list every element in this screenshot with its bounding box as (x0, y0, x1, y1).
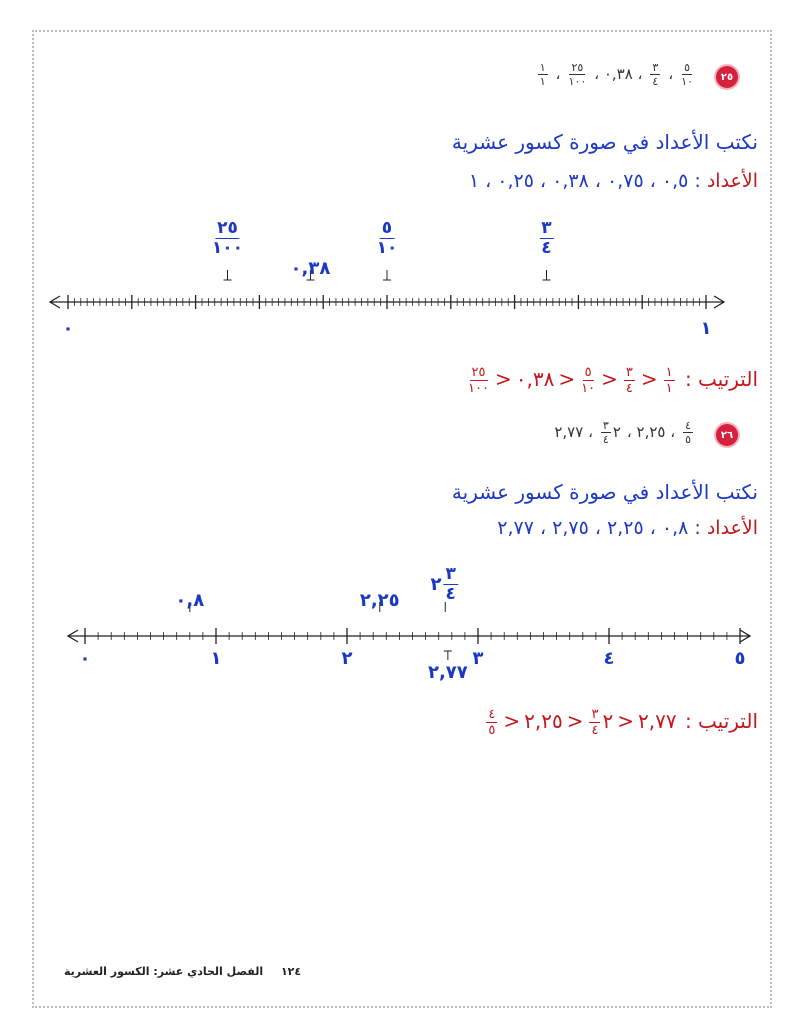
point-label: ٠,٣٨ (290, 258, 331, 279)
denominator: ٤ (591, 723, 599, 738)
sequence-text: < (494, 367, 512, 391)
problem-25-heading: نكتب الأعداد في صورة كسور عشرية (451, 130, 758, 154)
numerator: ٢٥ (217, 218, 238, 238)
axis-label: ٥ (734, 648, 746, 669)
denominator: ٤ (541, 238, 552, 258)
numerator: ٢٥ (471, 365, 486, 380)
numerator: ٣ (602, 419, 609, 432)
axis-label: ٢ (341, 648, 353, 669)
axis-label: ٤ (603, 648, 615, 669)
denominator: ٤ (625, 381, 633, 396)
page-footer (64, 965, 301, 978)
axis-label-max: ١ (700, 318, 712, 339)
order-sequence (482, 707, 678, 738)
sequence-text: ٢,٧٧ (637, 709, 677, 733)
fraction (486, 708, 497, 737)
denominator: ٤ (652, 75, 659, 88)
order-label: الترتيب : (684, 709, 758, 733)
sequence-text: ، (668, 65, 674, 83)
sequence-text: < (601, 367, 618, 391)
numerator: ٢٥ (571, 61, 584, 74)
denominator: ١٠٠ (211, 238, 244, 258)
denominator: ٤ (445, 584, 456, 604)
fraction (444, 566, 458, 603)
fraction (589, 708, 600, 737)
sequence-text: < (640, 367, 658, 391)
numbers-value: : ٠,٥ ، ٠,٧٥ ، ٠,٣٨ ، ٠,٢٥ ، ١ (468, 170, 701, 192)
sequence-text: < (566, 709, 584, 733)
denominator: ١٠٠ (568, 75, 587, 88)
problem-26-order (482, 708, 758, 737)
numerator: ٣ (591, 707, 599, 722)
numerator: ١ (665, 365, 673, 380)
sequence-text: ، ٠,٣٨ ، (594, 65, 643, 83)
sequence-text: ، ٢,٢٥ ، (626, 423, 676, 441)
point-label-below: ٢,٧٧ (427, 662, 468, 683)
denominator: ١ (539, 75, 546, 88)
numerator: ٥ (584, 365, 592, 380)
numerator: ١ (539, 61, 546, 74)
denominator: ١٠ (681, 75, 693, 88)
denominator: ١٠٠ (468, 381, 489, 396)
denominator: ١٠ (581, 381, 596, 396)
point-label: ٠,٨ (175, 590, 205, 611)
sequence-text: ، (555, 65, 561, 83)
footer-chapter: الفصل الحادي عشر: (153, 965, 264, 978)
footer-page-number: ١٢٤ (280, 965, 302, 978)
sequence-text: < (558, 367, 576, 391)
point-label: ٢,٢٥ (359, 590, 400, 611)
mixed-whole: ٢ (602, 709, 614, 733)
numerator: ٣ (652, 61, 659, 74)
numbers-label: الأعداد (706, 170, 758, 192)
problem-26-heading: نكتب الأعداد في صورة كسور عشرية (451, 480, 758, 504)
axis-label-min: ٠ (62, 318, 74, 339)
mixed-whole: ٢ (430, 573, 442, 595)
problem-25-badge: ٢٥ (716, 66, 738, 88)
denominator: ٥ (488, 723, 496, 738)
denominator: ١٠ (376, 238, 398, 258)
numerator: ٣ (541, 218, 552, 238)
sequence-text: < (617, 709, 634, 733)
sequence-text: ، ٢,٧٧ (554, 423, 593, 441)
numerator: ٤ (685, 419, 691, 432)
axis-label: ١ (210, 648, 222, 669)
numerator: ٤ (488, 707, 496, 722)
mixed-whole: ٢ (612, 423, 621, 441)
numbers-value: : ٠,٨ ، ٢,٢٥ ، ٢,٧٥ ، ٢,٧٧ (497, 517, 701, 539)
order-label: الترتيب : (684, 367, 758, 391)
problem-26-badge: ٢٦ (716, 424, 738, 446)
point-label (431, 566, 460, 603)
denominator: ٥ (685, 433, 691, 446)
numerator: ٥ (381, 218, 393, 238)
sequence-text: ٢,٢٥ (524, 709, 563, 733)
numerator: ٣ (445, 564, 456, 584)
numerator: ٥ (684, 61, 691, 74)
numerator: ٣ (625, 365, 633, 380)
sequence-text: < (503, 709, 521, 733)
axis-label: ٣ (472, 648, 484, 669)
denominator: ١ (665, 381, 673, 396)
footer-topic: الكسور العشرية (64, 965, 150, 978)
sequence-text: ٠,٣٨ (515, 367, 555, 391)
axis-label: ٠ (79, 648, 91, 669)
denominator: ٤ (602, 433, 609, 446)
numbers-label: الأعداد (706, 517, 758, 539)
